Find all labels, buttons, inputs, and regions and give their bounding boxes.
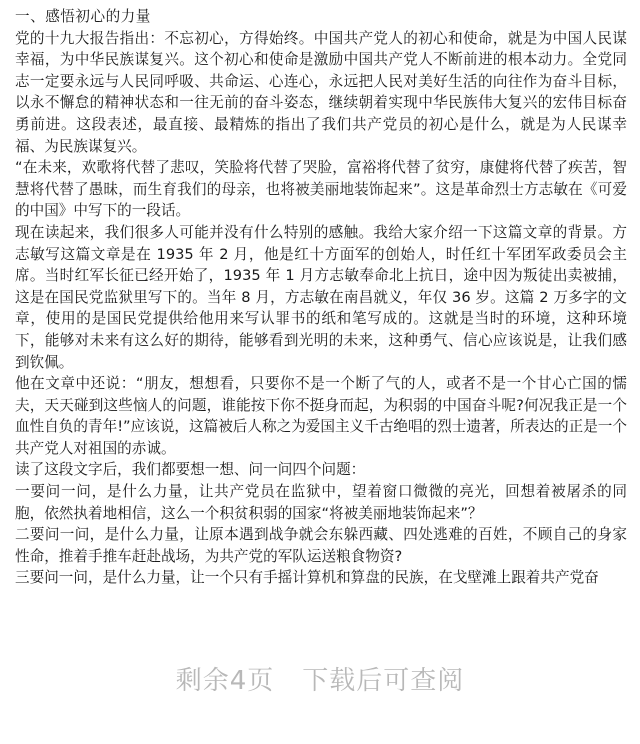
document-body <box>15 6 627 589</box>
paragraph-6: 一要问一问，是什么力量，让共产党员在监狱中，望着窗口微微的亮光，回想着被屠杀的同胞，依然执着地相信，这么一个积贫积弱的国家“将被美丽地装饰起来”？ <box>15 483 627 522</box>
download-prompt-label: 下载后可查阅 <box>302 666 465 696</box>
content-fade-overlay <box>0 586 640 646</box>
paragraph-4: 他在文章中还说：“朋友，想想看，只要你不是一个断了气的人，或者不是一个甘心亡国的懦夫，天天碰到这些恼人的问题，谁能按下你不挺身而起，为积弱的中国奋斗呢?何况我正是一个血性自负的青年!”应该说，这篇被后人称之为爱国主义千古绝唱的烈士遗著，所表达的正是一个共产党人对祖国的赤诚。 <box>15 375 627 457</box>
paragraph-5: 读了这段文字后，我们都要想一想、问一问四个问题： <box>15 461 366 479</box>
paragraph-3: 现在读起来，我们很多人可能并没有什么特别的感触。我给大家介绍一下这篇文章的背景。方志敏写这篇文章是在 1935 年 2 月，他是红十方面军的创始人，时任红十军团军政委员会主席。当时红军长征已经开始了，1935 年 1 月方志敏奉命北上抗日，途中因为叛徒出卖被捕，这是在国民党监狱里写下的。当年 8 月，方志敏在南昌就义，年仅 36 岁。这篇 2 万多字的文章，使用的是国民党提供给他用来写认罪书的纸和笔写成的。这就是当时的环境，这种环境下，能够对未来有这么好的期待，能够看到光明的未来，这种勇气、信心应该说是，让我们感到钦佩。 <box>15 223 627 371</box>
paragraph-8: 三要问一问，是什么力量，让一个只有手摇计算机和算盘的民族，在戈壁滩上跟着共产党奋 <box>15 569 599 587</box>
section-heading: 一、感悟初心的力量 <box>15 8 151 25</box>
remaining-pages-banner[interactable] <box>0 660 640 697</box>
paragraph-1: 党的十九大报告指出：不忘初心，方得始终。中国共产党人的初心和使命，就是为中国人民谋幸福，为中华民族谋复兴。这个初心和使命是激励中国共产党人不断前进的根本动力。全党同志一定要永远与人民同呼吸、共命运、心连心，永远把人民对美好生活的向往作为奋斗目标，以永不懈怠的精神状态和一往无前的奋斗姿态，继续朝着实现中华民族伟大复兴的宏伟目标奋勇前进。这段表述，最直接、最精炼的指出了我们共产党员的初心是什么，就是为人民谋幸福、为民族谋复兴。 <box>15 29 627 155</box>
paragraph-2: “在未来，欢歌将代替了悲叹，笑脸将代替了哭脸，富裕将代替了贫穷，康健将代替了疾苦，智慧将代替了愚昧，而生育我们的母亲，也将被美丽地装饰起来”。这是革命烈士方志敏在《可爱的中国》中写下的一段话。 <box>15 159 627 220</box>
remaining-pages-label: 剩余4页 <box>175 666 275 696</box>
paragraph-7: 二要问一问，是什么力量，让原本遇到战争就会东躲西藏、四处逃难的百姓，不顾自己的身家性命，推着手推车赶赴战场，为共产党的军队运送粮食物资? <box>15 526 627 565</box>
